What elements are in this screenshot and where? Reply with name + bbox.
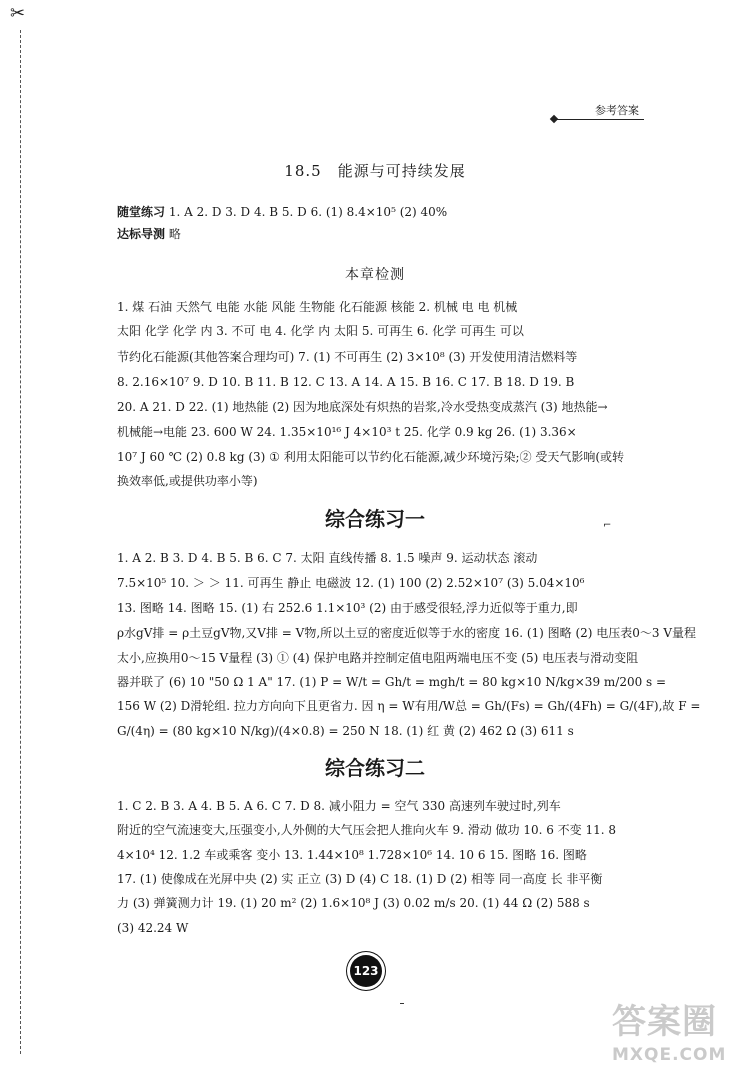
zonghe1-line: 器并联了 (6) 10 "50 Ω 1 A" 17. (1) P = W/t = Gh/t = mgh/t = 80 kg×10 N/kg×39 m/200 s = <box>117 675 667 689</box>
watermark-text-bottom: MXQE.COM <box>612 1045 727 1065</box>
cut-line <box>20 30 21 1054</box>
zonghe1-line: G/(4η) = (80 kg×10 N/kg)/(4×0.8) = 250 N 18. (1) 红 黄 (2) 462 Ω (3) 611 s <box>117 724 574 738</box>
header-rule <box>556 119 644 120</box>
chapter-line: 换效率低,或提供功率小等) <box>117 474 258 488</box>
chapter-line: 节约化石能源(其他答案合理均可) 7. (1) 不可再生 (2) 3×10⁸ (3) 开发使用清洁燃料等 <box>117 350 578 364</box>
zonghe2-line: 4×10⁴ 12. 1.2 车或乘客 变小 13. 1.44×10⁸ 1.728×10⁶ 14. 10 6 15. 图略 16. 图略 <box>117 848 587 862</box>
zonghe2-line: 附近的空气流速变大,压强变小,人外侧的大气压会把人推向火车 9. 滑动 做功 10. 6 不变 11. 8 <box>117 823 617 837</box>
chapter-line: 10⁷ J 60 ℃ (2) 0.8 kg (3) ① 利用太阳能可以节约化石能源,减少环境污染;② 受天气影响(或转 <box>117 450 625 464</box>
chapter-title: 本章检测 <box>345 267 405 283</box>
dabiao-answers: 略 <box>168 227 181 241</box>
header-tag: 参考答案 <box>595 104 639 117</box>
zonghe2-line: 1. C 2. B 3. A 4. B 5. A 6. C 7. D 8. 减小阻力 = 空气 330 高速列车驶过时,列车 <box>117 799 561 813</box>
corner-mark: ⌐ <box>603 520 612 531</box>
zonghe1-line: 156 W (2) D滑轮组. 拉力方向向下且更省力. 因 η = W有用/W总 = Gh/(Fs) = Gh/(4Fh) = G/(4F),故 F = <box>117 699 701 713</box>
zonghe1-line: 13. 图略 14. 图略 15. (1) 右 252.6 1.1×10³ (2) 由于感受很轻,浮力近似等于重力,即 <box>117 601 578 615</box>
chapter-line: 8. 2.16×10⁷ 9. D 10. B 11. B 12. C 13. A 14. A 15. B 16. C 17. B 18. D 19. B <box>117 375 575 389</box>
watermark-logo <box>612 1000 742 1078</box>
footer-tick <box>400 1003 404 1004</box>
zonghe2-line: (3) 42.24 W <box>117 921 189 935</box>
zonghe2-line: 17. (1) 使像成在光屏中央 (2) 实 正立 (3) D (4) C 18. (1) D (2) 相等 同一高度 长 非平衡 <box>117 872 603 886</box>
zonghe2-title: 综合练习二 <box>325 756 425 780</box>
suitang-answers: 1. A 2. D 3. D 4. B 5. D 6. (1) 8.4×10⁵ (2) 40% <box>168 205 448 219</box>
zonghe1-line: 太小,应换用0～15 V量程 (3) ① (4) 保护电路并控制定值电阻两端电压不变 (5) 电压表与滑动变阻 <box>117 651 639 665</box>
scissors-icon: ✂ <box>10 3 26 24</box>
chapter-line: 20. A 21. D 22. (1) 地热能 (2) 因为地底深处有炽热的岩浆,冷水受热变成蒸汽 (3) 地热能→ <box>117 400 608 414</box>
suitang-label: 随堂练习 <box>117 205 166 219</box>
chapter-line: 机械能→电能 23. 600 W 24. 1.35×10¹⁶ J 4×10³ t 25. 化学 0.9 kg 26. (1) 3.36× <box>117 425 577 439</box>
zonghe2-line: 力 (3) 弹簧测力计 19. (1) 20 m² (2) 1.6×10⁸ J (3) 0.02 m/s 20. (1) 44 Ω (2) 588 s <box>117 896 590 910</box>
zonghe1-line: 1. A 2. B 3. D 4. B 5. B 6. C 7. 太阳 直线传播 8. 1.5 噪声 9. 运动状态 滚动 <box>117 551 538 565</box>
zonghe1-title: 综合练习一 <box>325 507 425 531</box>
watermark-text-top: 答案圈 <box>612 1002 717 1042</box>
suitang-line <box>117 204 637 220</box>
section-title: 18.5 能源与可持续发展 <box>284 162 466 180</box>
chapter-line: 1. 煤 石油 天然气 电能 水能 风能 生物能 化石能源 核能 2. 机械 电 电 机械 <box>117 300 518 314</box>
dabiao-line <box>117 226 637 242</box>
zonghe1-line: 7.5×10⁵ 10. ＞ ＞ 11. 可再生 静止 电磁波 12. (1) 100 (2) 2.52×10⁷ (3) 5.04×10⁶ <box>117 576 585 590</box>
page-number-badge: 123 <box>350 955 382 987</box>
dabiao-label: 达标导测 <box>117 227 166 241</box>
chapter-line: 太阳 化学 化学 内 3. 不可 电 4. 化学 内 太阳 5. 可再生 6. 化学 可再生 可以 <box>117 324 524 338</box>
zonghe1-line: ρ水gV排 = ρ土豆gV物,又V排 = V物,所以土豆的密度近似等于水的密度 16. (1) 图略 (2) 电压表0～3 V量程 <box>117 626 697 640</box>
